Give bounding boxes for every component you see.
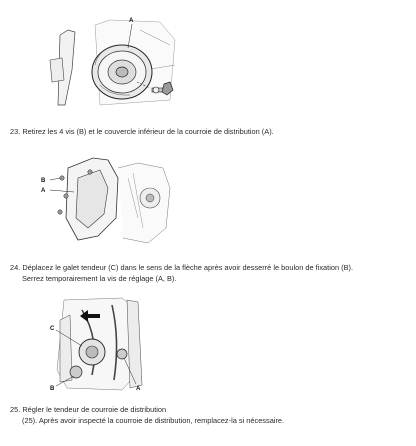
figure-3-callout-c: C [50, 326, 55, 332]
figure-2-callout-b: B [41, 178, 46, 184]
step-24-subtext: Serrez temporairement la vis de réglage (A, B). [22, 274, 177, 283]
step-23-text: 23. Retirez les 4 vis (B) et le couvercle inférieur de la courroie de distribution (A). [10, 127, 274, 136]
step-25 [10, 404, 284, 426]
step-24-text: 24. Déplacez le galet tendeur (C) dans le sens de la flèche après avoir desserré le boulon de fixation (B). [10, 263, 354, 272]
step-24 [10, 262, 353, 284]
figure-tensioner [42, 290, 152, 394]
step-23 [10, 126, 274, 137]
figure-pulley-removal [40, 10, 180, 110]
step-25-subtext: (25). Après avoir inspecté la courroie de distribution, remplacez-la si nécessaire. [22, 416, 285, 425]
step-25-text: 25. Régler le tendeur de courroie de distribution [10, 405, 167, 414]
figure-3-callout-a: A [136, 386, 141, 392]
figure-1-callout-a: A [129, 18, 134, 24]
figure-3-callout-b: B [50, 386, 55, 392]
figure-2-callout-a: A [41, 188, 46, 194]
figure-lower-cover [38, 148, 178, 248]
